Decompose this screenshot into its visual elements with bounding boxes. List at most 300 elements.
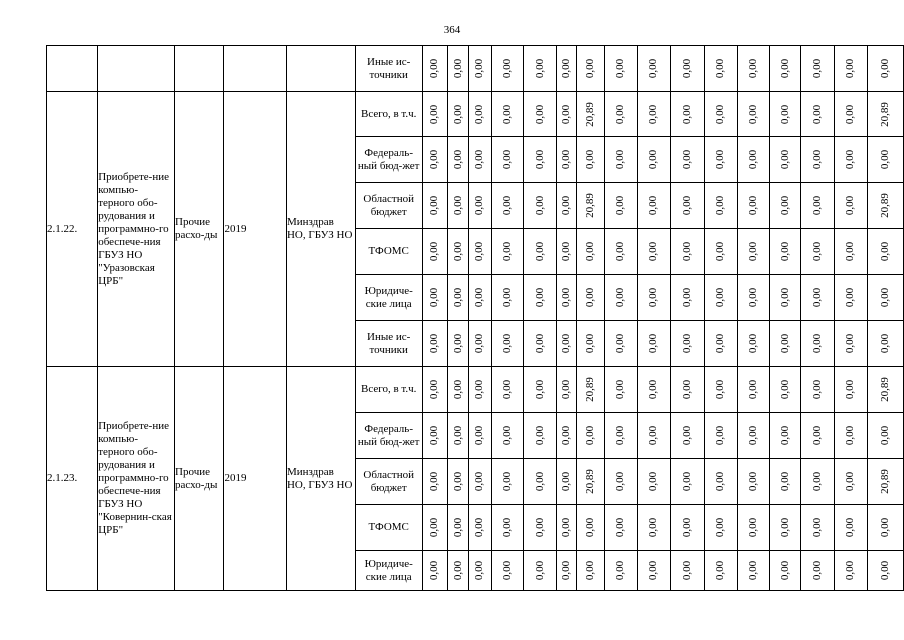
amount-value: 0,00	[451, 104, 464, 124]
amount-cell	[491, 459, 524, 505]
amount-value: 0,00	[584, 287, 597, 308]
executor-name: Минздрав НО, ГБУЗ НО	[286, 367, 355, 591]
amount-cell	[801, 137, 834, 183]
amount-cell	[637, 183, 670, 229]
amount-cell	[557, 183, 577, 229]
amount-cell	[868, 413, 904, 459]
amount-value: 0,00	[747, 287, 760, 308]
amount-cell	[557, 137, 577, 183]
table-row	[47, 367, 904, 413]
amount-cell	[491, 551, 524, 591]
amount-cell	[491, 137, 524, 183]
funding-source: Иные ис-точники	[355, 46, 422, 92]
amount-cell	[577, 275, 604, 321]
amount-value: 0,00	[778, 333, 791, 354]
amount-cell	[834, 183, 867, 229]
amount-value: 0,00	[811, 241, 824, 262]
amount-cell	[770, 505, 801, 551]
amount-cell	[422, 551, 447, 591]
amount-cell	[491, 229, 524, 275]
amount-cell	[557, 229, 577, 275]
amount-value: 0,00	[811, 379, 824, 400]
amount-value: 0,00	[680, 104, 693, 124]
amount-cell	[671, 367, 704, 413]
amount-cell	[738, 321, 770, 367]
funding-source: Юридиче-ские лица	[355, 275, 422, 321]
amount-value: 0,00	[501, 517, 514, 538]
amount-value: 0,00	[614, 517, 627, 538]
amount-cell	[770, 137, 801, 183]
amount-value: 0,00	[844, 560, 857, 581]
amount-value: 0,00	[473, 425, 486, 446]
amount-cell	[834, 459, 867, 505]
amount-cell	[577, 92, 604, 137]
amount-cell	[704, 92, 737, 137]
amount-value: 0,00	[560, 560, 573, 581]
amount-value: 0,00	[714, 104, 727, 124]
amount-cell	[524, 413, 557, 459]
amount-cell	[447, 92, 469, 137]
amount-value: 0,00	[647, 517, 660, 538]
amount-cell	[637, 367, 670, 413]
budget-table	[46, 45, 904, 591]
amount-value: 0,00	[714, 195, 727, 216]
amount-cell	[704, 505, 737, 551]
amount-cell	[447, 183, 469, 229]
amount-value: 0,00	[451, 379, 464, 400]
amount-cell	[447, 413, 469, 459]
amount-value: 0,00	[501, 104, 514, 124]
amount-value: 0,00	[778, 560, 791, 581]
amount-cell	[801, 505, 834, 551]
amount-value: 0,00	[844, 58, 857, 79]
amount-value: 0,00	[747, 333, 760, 354]
amount-cell	[834, 551, 867, 591]
amount-cell	[422, 183, 447, 229]
amount-value: 0,00	[811, 195, 824, 216]
amount-value: 0,00	[714, 333, 727, 354]
amount-cell	[834, 275, 867, 321]
amount-value: 0,00	[778, 379, 791, 400]
amount-cell	[834, 413, 867, 459]
amount-value: 0,00	[778, 149, 791, 170]
amount-cell	[422, 413, 447, 459]
amount-cell	[801, 92, 834, 137]
amount-cell	[801, 229, 834, 275]
amount-cell	[422, 321, 447, 367]
amount-value: 0,00	[560, 333, 573, 354]
amount-cell	[671, 551, 704, 591]
amount-value: 0,00	[680, 287, 693, 308]
amount-cell	[738, 367, 770, 413]
amount-value: 20,89	[879, 469, 892, 494]
amount-value: 0,00	[560, 149, 573, 170]
amount-cell	[637, 321, 670, 367]
amount-cell	[704, 367, 737, 413]
funding-source: Федераль-ный бюд-жет	[355, 137, 422, 183]
amount-value: 0,00	[584, 425, 597, 446]
amount-cell	[577, 551, 604, 591]
amount-value: 0,00	[614, 333, 627, 354]
amount-cell	[577, 367, 604, 413]
item-name: Приобрете-ние компью-терного обо-рудования и программно-го обеспече-ния ГБУЗ НО "Ковернин-ская ЦРБ"	[98, 367, 175, 591]
amount-cell	[704, 413, 737, 459]
amount-value: 0,00	[647, 425, 660, 446]
amount-cell	[447, 505, 469, 551]
amount-value: 0,00	[451, 241, 464, 262]
amount-cell	[868, 459, 904, 505]
amount-cell	[704, 275, 737, 321]
amount-value: 0,00	[647, 287, 660, 308]
amount-value: 0,00	[584, 241, 597, 262]
amount-value: 0,00	[844, 195, 857, 216]
amount-cell	[577, 505, 604, 551]
amount-value: 0,00	[879, 287, 892, 308]
amount-cell	[637, 229, 670, 275]
amount-value: 0,00	[680, 58, 693, 79]
amount-cell	[491, 505, 524, 551]
amount-value: 0,00	[560, 287, 573, 308]
amount-value: 0,00	[584, 333, 597, 354]
amount-cell	[738, 413, 770, 459]
amount-value: 0,00	[811, 425, 824, 446]
amount-value: 0,00	[560, 379, 573, 400]
funding-source: Всего, в т.ч.	[355, 92, 422, 137]
amount-value: 0,00	[714, 149, 727, 170]
amount-cell	[469, 321, 491, 367]
amount-value: 0,00	[614, 104, 627, 124]
amount-cell	[671, 321, 704, 367]
amount-cell	[834, 229, 867, 275]
amount-value: 0,00	[501, 195, 514, 216]
funding-source: Областной бюджет	[355, 183, 422, 229]
amount-cell	[801, 551, 834, 591]
amount-cell	[770, 367, 801, 413]
amount-cell	[469, 413, 491, 459]
amount-cell	[491, 183, 524, 229]
amount-value: 0,00	[680, 241, 693, 262]
amount-value: 0,00	[560, 195, 573, 216]
amount-cell	[604, 137, 637, 183]
amount-cell	[704, 137, 737, 183]
amount-value: 0,00	[614, 58, 627, 79]
amount-value: 0,00	[428, 241, 441, 262]
amount-value: 0,00	[451, 560, 464, 581]
amount-value: 0,00	[879, 425, 892, 446]
amount-value: 0,00	[473, 560, 486, 581]
amount-cell	[469, 367, 491, 413]
amount-cell	[738, 183, 770, 229]
amount-value: 0,00	[451, 58, 464, 79]
amount-cell	[801, 275, 834, 321]
amount-cell	[671, 183, 704, 229]
amount-value: 0,00	[428, 425, 441, 446]
amount-value: 0,00	[778, 104, 791, 124]
amount-value: 0,00	[747, 104, 760, 124]
amount-value: 0,00	[501, 379, 514, 400]
amount-cell	[604, 275, 637, 321]
amount-cell	[422, 137, 447, 183]
amount-value: 0,00	[560, 241, 573, 262]
amount-cell	[738, 229, 770, 275]
amount-cell	[868, 229, 904, 275]
amount-value: 0,00	[533, 149, 546, 170]
amount-cell	[557, 413, 577, 459]
amount-value: 20,89	[584, 469, 597, 494]
amount-value: 0,00	[473, 471, 486, 492]
amount-cell	[801, 367, 834, 413]
amount-cell	[557, 459, 577, 505]
funding-source: ТФОМС	[355, 505, 422, 551]
amount-cell	[801, 183, 834, 229]
amount-cell	[738, 551, 770, 591]
amount-value: 0,00	[778, 517, 791, 538]
amount-value: 0,00	[778, 287, 791, 308]
amount-value: 0,00	[614, 425, 627, 446]
amount-cell	[577, 229, 604, 275]
amount-value: 0,00	[680, 149, 693, 170]
amount-value: 0,00	[714, 379, 727, 400]
amount-value: 0,00	[501, 58, 514, 79]
amount-cell	[770, 413, 801, 459]
amount-cell	[604, 92, 637, 137]
amount-cell	[491, 275, 524, 321]
amount-value: 0,00	[647, 58, 660, 79]
amount-cell	[868, 137, 904, 183]
amount-cell	[469, 505, 491, 551]
amount-value: 0,00	[647, 104, 660, 124]
amount-value: 0,00	[647, 195, 660, 216]
amount-value: 0,00	[747, 379, 760, 400]
amount-cell	[422, 459, 447, 505]
amount-value: 0,00	[451, 287, 464, 308]
amount-cell	[671, 137, 704, 183]
amount-cell	[469, 92, 491, 137]
amount-value: 0,00	[747, 425, 760, 446]
amount-cell	[834, 367, 867, 413]
table-row	[47, 46, 904, 92]
amount-value: 0,00	[747, 471, 760, 492]
amount-cell	[524, 137, 557, 183]
amount-value: 0,00	[714, 425, 727, 446]
amount-value: 0,00	[560, 517, 573, 538]
amount-value: 0,00	[879, 149, 892, 170]
amount-cell	[671, 275, 704, 321]
amount-value: 0,00	[614, 379, 627, 400]
amount-cell	[704, 183, 737, 229]
amount-value: 0,00	[747, 560, 760, 581]
amount-cell	[524, 92, 557, 137]
amount-value: 0,00	[714, 471, 727, 492]
amount-value: 20,89	[879, 377, 892, 402]
amount-cell	[671, 459, 704, 505]
item-code: 2.1.22.	[47, 92, 98, 367]
amount-value: 0,00	[844, 149, 857, 170]
amount-cell	[868, 92, 904, 137]
amount-value: 0,00	[560, 58, 573, 79]
amount-value: 0,00	[501, 425, 514, 446]
amount-value: 0,00	[584, 58, 597, 79]
amount-value: 0,00	[747, 195, 760, 216]
table-body	[47, 46, 904, 591]
amount-cell	[422, 275, 447, 321]
amount-cell	[491, 92, 524, 137]
amount-cell	[868, 551, 904, 591]
implementation-year: 2019	[224, 92, 287, 367]
amount-cell	[738, 92, 770, 137]
amount-value: 0,00	[533, 241, 546, 262]
amount-value: 0,00	[714, 287, 727, 308]
amount-value: 0,00	[501, 287, 514, 308]
amount-cell	[469, 229, 491, 275]
amount-value: 20,89	[879, 101, 892, 127]
amount-value: 0,00	[811, 287, 824, 308]
amount-cell	[524, 367, 557, 413]
amount-cell	[422, 505, 447, 551]
amount-cell	[637, 413, 670, 459]
amount-value: 0,00	[811, 58, 824, 79]
amount-value: 0,00	[451, 517, 464, 538]
amount-value: 0,00	[501, 471, 514, 492]
amount-cell	[801, 413, 834, 459]
amount-cell	[738, 137, 770, 183]
amount-value: 0,00	[811, 560, 824, 581]
amount-value: 0,00	[614, 471, 627, 492]
amount-value: 0,00	[844, 379, 857, 400]
empty-cell	[175, 46, 224, 92]
amount-cell	[557, 551, 577, 591]
amount-cell	[469, 459, 491, 505]
amount-value: 20,89	[584, 193, 597, 218]
amount-value: 0,00	[584, 517, 597, 538]
amount-cell	[770, 321, 801, 367]
amount-cell	[738, 505, 770, 551]
amount-value: 0,00	[714, 58, 727, 79]
amount-cell	[604, 551, 637, 591]
amount-cell	[469, 551, 491, 591]
amount-cell	[447, 459, 469, 505]
amount-cell	[557, 92, 577, 137]
amount-cell	[577, 321, 604, 367]
amount-value: 0,00	[614, 560, 627, 581]
amount-value: 0,00	[584, 560, 597, 581]
amount-cell	[604, 413, 637, 459]
amount-value: 0,00	[473, 517, 486, 538]
amount-value: 0,00	[560, 104, 573, 124]
amount-value: 0,00	[778, 195, 791, 216]
empty-cell	[47, 46, 98, 92]
amount-cell	[637, 505, 670, 551]
amount-value: 0,00	[533, 104, 546, 124]
amount-cell	[469, 137, 491, 183]
amount-value: 0,00	[614, 287, 627, 308]
amount-value: 0,00	[473, 241, 486, 262]
amount-value: 20,89	[584, 377, 597, 402]
amount-cell	[422, 367, 447, 413]
amount-value: 0,00	[501, 333, 514, 354]
amount-value: 0,00	[647, 471, 660, 492]
amount-cell	[491, 321, 524, 367]
amount-cell	[604, 183, 637, 229]
amount-value: 0,00	[680, 425, 693, 446]
amount-cell	[604, 505, 637, 551]
amount-value: 0,00	[747, 58, 760, 79]
amount-cell	[671, 92, 704, 137]
amount-cell	[447, 551, 469, 591]
amount-value: 0,00	[747, 149, 760, 170]
amount-cell	[524, 321, 557, 367]
amount-cell	[557, 505, 577, 551]
funding-source: Юридиче-ские лица	[355, 551, 422, 591]
amount-value: 0,00	[844, 333, 857, 354]
amount-cell	[422, 92, 447, 137]
amount-value: 0,00	[844, 471, 857, 492]
amount-cell	[524, 275, 557, 321]
amount-value: 0,00	[428, 379, 441, 400]
amount-cell	[868, 321, 904, 367]
amount-value: 0,00	[614, 149, 627, 170]
amount-value: 0,00	[473, 287, 486, 308]
amount-cell	[604, 229, 637, 275]
amount-value: 0,00	[714, 517, 727, 538]
amount-cell	[704, 459, 737, 505]
amount-value: 0,00	[451, 425, 464, 446]
amount-value: 0,00	[844, 241, 857, 262]
amount-cell	[868, 367, 904, 413]
amount-cell	[868, 275, 904, 321]
amount-cell	[704, 229, 737, 275]
amount-value: 0,00	[451, 471, 464, 492]
amount-value: 0,00	[451, 195, 464, 216]
amount-value: 0,00	[451, 333, 464, 354]
amount-value: 0,00	[778, 241, 791, 262]
amount-cell	[801, 459, 834, 505]
amount-value: 0,00	[533, 425, 546, 446]
amount-value: 0,00	[647, 149, 660, 170]
amount-cell	[671, 505, 704, 551]
amount-cell	[447, 229, 469, 275]
amount-value: 0,00	[844, 287, 857, 308]
amount-cell	[469, 275, 491, 321]
amount-cell	[577, 137, 604, 183]
table-row	[47, 92, 904, 137]
amount-value: 0,00	[680, 333, 693, 354]
amount-cell	[491, 413, 524, 459]
amount-value: 0,00	[714, 241, 727, 262]
amount-value: 0,00	[501, 149, 514, 170]
amount-cell	[577, 413, 604, 459]
amount-value: 0,00	[533, 560, 546, 581]
amount-value: 0,00	[473, 58, 486, 79]
amount-cell	[637, 137, 670, 183]
amount-cell	[868, 183, 904, 229]
amount-cell	[671, 229, 704, 275]
amount-value: 0,00	[473, 333, 486, 354]
amount-cell	[637, 92, 670, 137]
empty-cell	[224, 46, 287, 92]
amount-value: 0,00	[533, 517, 546, 538]
amount-value: 0,00	[533, 333, 546, 354]
amount-value: 0,00	[844, 425, 857, 446]
expense-category: Прочие расхо-ды	[175, 92, 224, 367]
empty-cell	[98, 46, 175, 92]
amount-value: 0,00	[428, 560, 441, 581]
amount-value: 0,00	[647, 241, 660, 262]
amount-cell	[704, 551, 737, 591]
amount-value: 0,00	[747, 241, 760, 262]
amount-cell	[671, 413, 704, 459]
amount-cell	[557, 275, 577, 321]
